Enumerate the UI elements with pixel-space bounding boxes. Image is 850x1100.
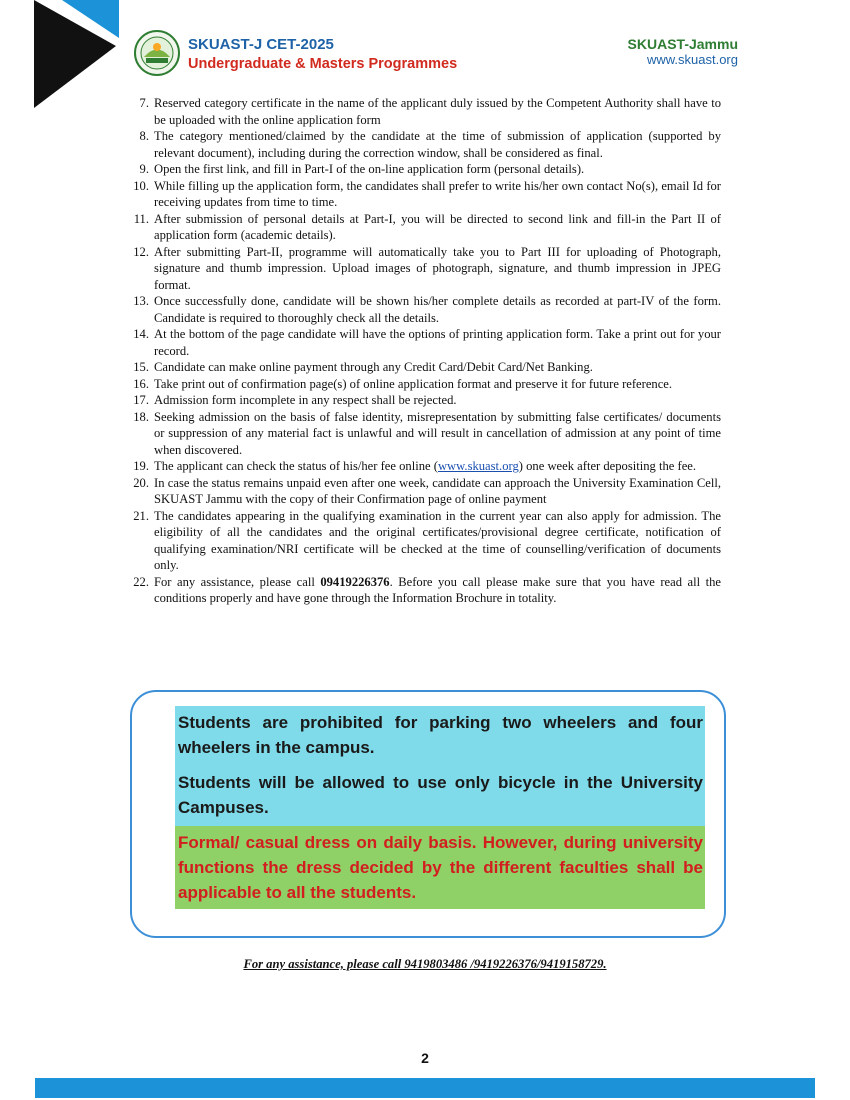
item-number: 13. (133, 294, 149, 308)
item-text: Candidate can make online payment through any Credit Card/Debit Card/Net Banking. (154, 360, 593, 374)
header-org-name: SKUAST-Jammu (627, 36, 738, 52)
item-number: 16. (133, 376, 149, 391)
item-text: After submission of personal details at Part-I, you will be directed to second link and fill-in the Part II of application form (academic details). (154, 211, 721, 242)
header-title: SKUAST-J CET-2025 (188, 36, 334, 53)
item-text: Open the first link, and fill in Part-I of the on-line application form (personal details). (154, 162, 585, 176)
notice-bicycle-rule: Students will be allowed to use only bicycle in the University Campuses. (178, 773, 703, 817)
item-number: 20. (133, 475, 149, 490)
helpline-number: 09419226376 (320, 574, 390, 589)
list-item (127, 293, 721, 326)
item-text-after: ) one week after depositing the fee. (518, 459, 697, 473)
notice-dress-rule: Formal/ casual dress on daily basis. However, during university functions the dress decided by the different faculties shall be applicable to all the students. (175, 826, 705, 909)
list-item (127, 508, 721, 574)
header-left (188, 36, 457, 74)
list-item (127, 392, 721, 409)
list-item (127, 178, 721, 211)
assistance-line: For any assistance, please call 9419803486 /9419226376/9419158729. (243, 957, 607, 971)
item-text: Seeking admission on the basis of false identity, misrepresentation by submitting false certificates/ documents or suppression of any material fact is unlawful and will result in cancellation of admission at any point of time when discovered. (154, 409, 721, 457)
header-website[interactable]: www.skuast.org (646, 52, 738, 67)
instructions-list (127, 95, 721, 607)
list-item (127, 458, 721, 475)
item-text: The category mentioned/claimed by the candidate at the time of submission of application (supported by relevant document), including during the correction window, shall be considered as final. (154, 129, 721, 160)
notice-parking-rule: Students are prohibited for parking two wheelers and four wheelers in the campus. (178, 713, 703, 757)
item-number: 10. (133, 178, 149, 193)
list-item (127, 211, 721, 244)
item-text-before: The applicant can check the status of his/her fee online ( (154, 459, 438, 473)
item-number: 21. (133, 508, 149, 523)
notice-content (175, 706, 705, 909)
item-number: 18. (133, 409, 149, 424)
list-item (127, 161, 721, 178)
list-item (127, 475, 721, 508)
list-item (127, 244, 721, 294)
item-text: Admission form incomplete in any respect shall be rejected. (154, 393, 457, 407)
list-item (127, 326, 721, 359)
list-item (127, 359, 721, 376)
header-subtitle: Undergraduate & Masters Programmes (188, 56, 458, 72)
item-number: 9. (139, 162, 149, 176)
item-number: 19. (133, 459, 149, 473)
item-text: The candidates appearing in the qualifying examination in the current year can also apply for admission. The eligibility of all the candidates and the original certificates/provisional degree certificate, notification of qualifying examination/NRI certificate will be checked at the time of counselling/verification of documents only. (154, 508, 721, 572)
header-right (628, 36, 738, 68)
item-text-before: For any assistance, please call (154, 574, 321, 589)
item-number: 12. (133, 244, 149, 259)
item-text: At the bottom of the page candidate will have the options of printing application form. Take a print out for your record. (154, 327, 721, 358)
item-number: 8. (139, 129, 149, 143)
corner-triangle-graphic (0, 0, 140, 110)
item-text: In case the status remains unpaid even after one week, candidate can approach the University Examination Cell, SKUAST Jammu with the copy of their Confirmation page of online payment (154, 475, 721, 506)
notice-box (130, 690, 726, 938)
list-item (127, 376, 721, 393)
footer-bar (35, 1078, 815, 1098)
item-number: 22. (133, 574, 149, 589)
website-link[interactable]: www.skuast.org (437, 459, 519, 473)
notice-blue-panel (175, 706, 705, 826)
university-seal-icon (134, 30, 180, 76)
item-number: 7. (139, 96, 149, 110)
item-text: Reserved category certificate in the name of the applicant duly issued by the Competent Authority shall have to be uploaded with the online application form (154, 96, 721, 127)
item-number: 17. (133, 393, 149, 407)
item-text-after: . Before you call please make sure that you have read all the conditions properly and have gone through the Information Brochure in totality. (154, 574, 721, 605)
item-number: 15. (133, 360, 149, 374)
item-text: Take print out of confirmation page(s) of online application format and preserve it for future reference. (154, 376, 673, 391)
list-item (127, 574, 721, 607)
item-text: Once successfully done, candidate will be shown his/her complete details as recorded at part-IV of the form. Candidate is required to thoroughly check all the details. (154, 294, 721, 325)
page-number: 2 (421, 1050, 429, 1066)
list-item (127, 409, 721, 459)
item-number: 11. (133, 211, 149, 226)
item-number: 14. (133, 327, 149, 341)
item-text: While filling up the application form, the candidates shall prefer to write his/her own contact No(s), email Id for receiving updates from time to time. (154, 178, 721, 209)
list-item (127, 95, 721, 128)
list-item (127, 128, 721, 161)
item-text: After submitting Part-II, programme will automatically take you to Part III for uploading of Photograph, signature and thumb impression. Upload images of photograph, signature, and thumb impression in JPEG format. (154, 244, 721, 292)
